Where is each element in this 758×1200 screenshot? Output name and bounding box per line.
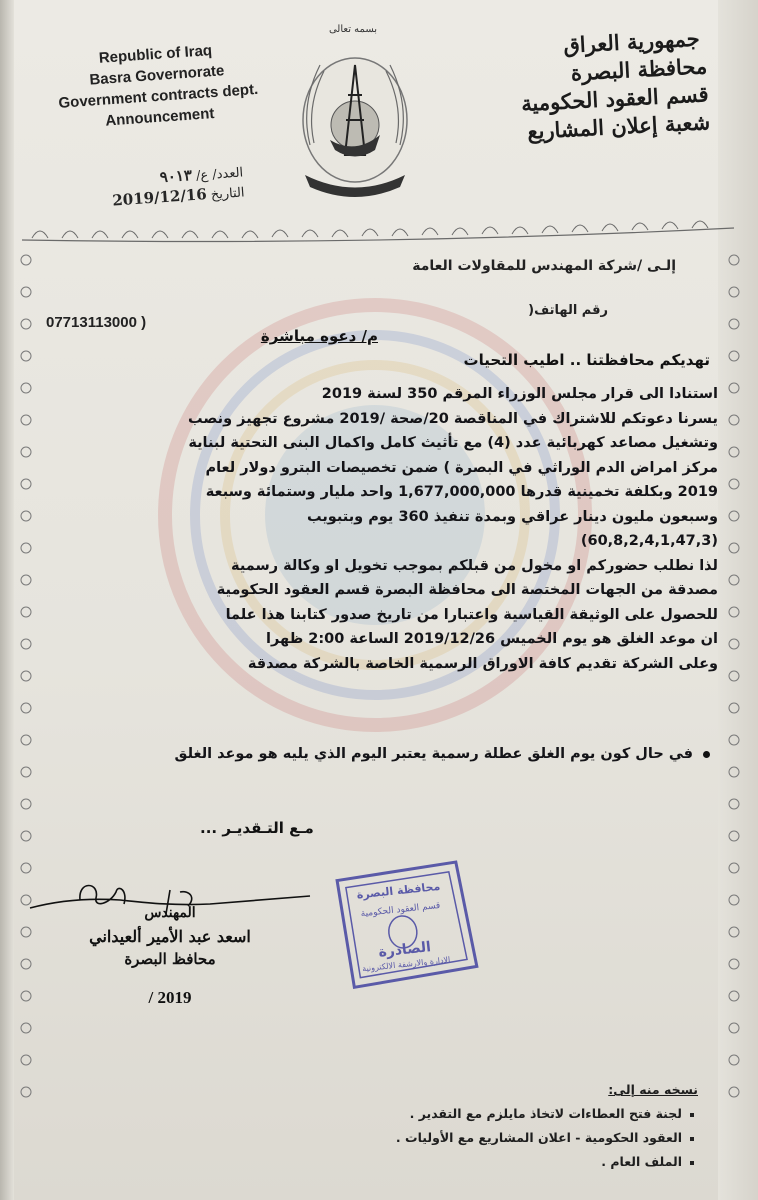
phone-label: رقم الهاتف( [528,303,608,318]
letter-body [30,382,718,676]
copies-heading: نسخه منه إلى: [608,1082,698,1097]
body-line: مصدقة من الجهات المختصة الى محافظة البصرة قسم العقود الحكومية [216,582,718,598]
signatory-name: اسعد عبد الأمير ألعيداني [89,927,251,946]
body-line: 2019 وبكلفة تخمينية قدرها 1,677,000,000 واحد مليار وستمائة وسبعة [205,484,718,500]
signatory-title: المهندس [144,905,196,921]
subject-line: م/ دعوه مباشرة [260,327,378,345]
date-label: التاريخ [210,185,246,203]
copies-list [298,1078,698,1174]
signature-year: 2019 / [148,988,192,1007]
header-line-announcement: Announcement [104,105,215,130]
copies-item: لجنة فتح العطاءات لاتخاذ مايلزم مع التقدير . [298,1102,698,1126]
body-line: لذا نطلب حضوركم او مخول من قبلكم بموجب تخويل او وكالة رسمية [231,557,718,574]
date-value: 2019/12/16 [111,185,208,210]
arabic-header [485,24,711,147]
reference-block [83,162,245,213]
signature-block [70,905,270,1008]
body-line-deadline: ان موعد الغلق هو يوم الخميس 2019/12/26 الساعة 2:00 ظهرا [266,631,718,647]
basmala: بسمه تعالى [328,24,378,35]
stamp-center-text: الصادرة [377,939,432,961]
body-line: وسبعون مليون دينار عراقي وبمدة تنفيذ 360 يوم وبتبويب [306,508,718,525]
body-line-code: (60,8,2,4,1,47,3) [580,533,718,549]
body-line: استنادا الى قرار مجلس الوزراء المرقم 350 لسنة 2019 [321,386,718,402]
arabic-header-country: جمهورية العراق [562,25,701,58]
body-line: يسرنا دعوتكم للاشتراك في المناقصة 20/صحة /2019 مشروع تجهيز ونصب [188,410,718,427]
decorative-border-left [14,240,38,1140]
phone-number: 07713113000 ) [46,314,147,331]
page-shadow [0,0,14,1200]
header-line-country: Republic of Iraq [98,42,213,67]
arabic-header-dept: قسم العقود الحكومية [520,81,710,117]
arabic-header-section: شعبة إعلان المشاريع [526,109,711,144]
greeting: تهديكم محافظتنا .. اطيب التحيات [463,351,710,369]
header-line-dept: Government contracts dept. [58,80,259,112]
copies-item: العقود الحكومية - اعلان المشاريع مع الأوليات . [298,1126,698,1150]
ref-label: العدد/ ع/ [195,165,244,184]
header-line-governorate: Basra Governorate [88,62,225,89]
body-line: وعلى الشركة تقديم كافة الاوراق الرسمية الخاصة بالشركة مصدقة [247,655,718,672]
basra-emblem-icon [280,25,430,205]
body-line: مركز امراض الدم الوراثي في البصرة ) ضمن تخصيصات البترو دولار لعام [205,459,718,476]
ref-number: ٩٠١٣ [159,166,193,187]
stamp-bottom-text: الادارة والارشفة الالكترونية [361,955,451,974]
body-line: للحصول على الوثيقة القياسية واعتبارا من تاريخ صدور كتابنا هذا علما [225,606,718,623]
bullet-text: في حال كون يوم الغلق عطلة رسمية يعتبر اليوم الذي يليه هو موعد الغلق [174,746,693,762]
signatory-position: محافظ البصرة [124,950,216,968]
body-line: وتشغيل مصاعد كهربائية عدد (4) مع تأثيث كامل واكمال البنى التحتية لبناية [188,435,718,451]
bullet-dot-icon [703,751,710,758]
stamp-middle-text: قسم العقود الحكومية [360,900,441,920]
english-header [40,36,275,136]
decorative-border-right [722,240,746,1140]
bullet-note [50,741,710,767]
copies-item: الملف العام . [298,1150,698,1174]
closing-regards: مـع التـقديـر ... [200,819,314,837]
addressee: إلـى /شركة المهندس للمقاولات العامة [412,258,676,274]
official-stamp [322,854,482,994]
decorative-border-top [22,218,734,250]
stamp-top-text: محافظة البصرة [356,879,441,902]
arabic-header-governorate: محافظة البصرة [570,53,708,86]
